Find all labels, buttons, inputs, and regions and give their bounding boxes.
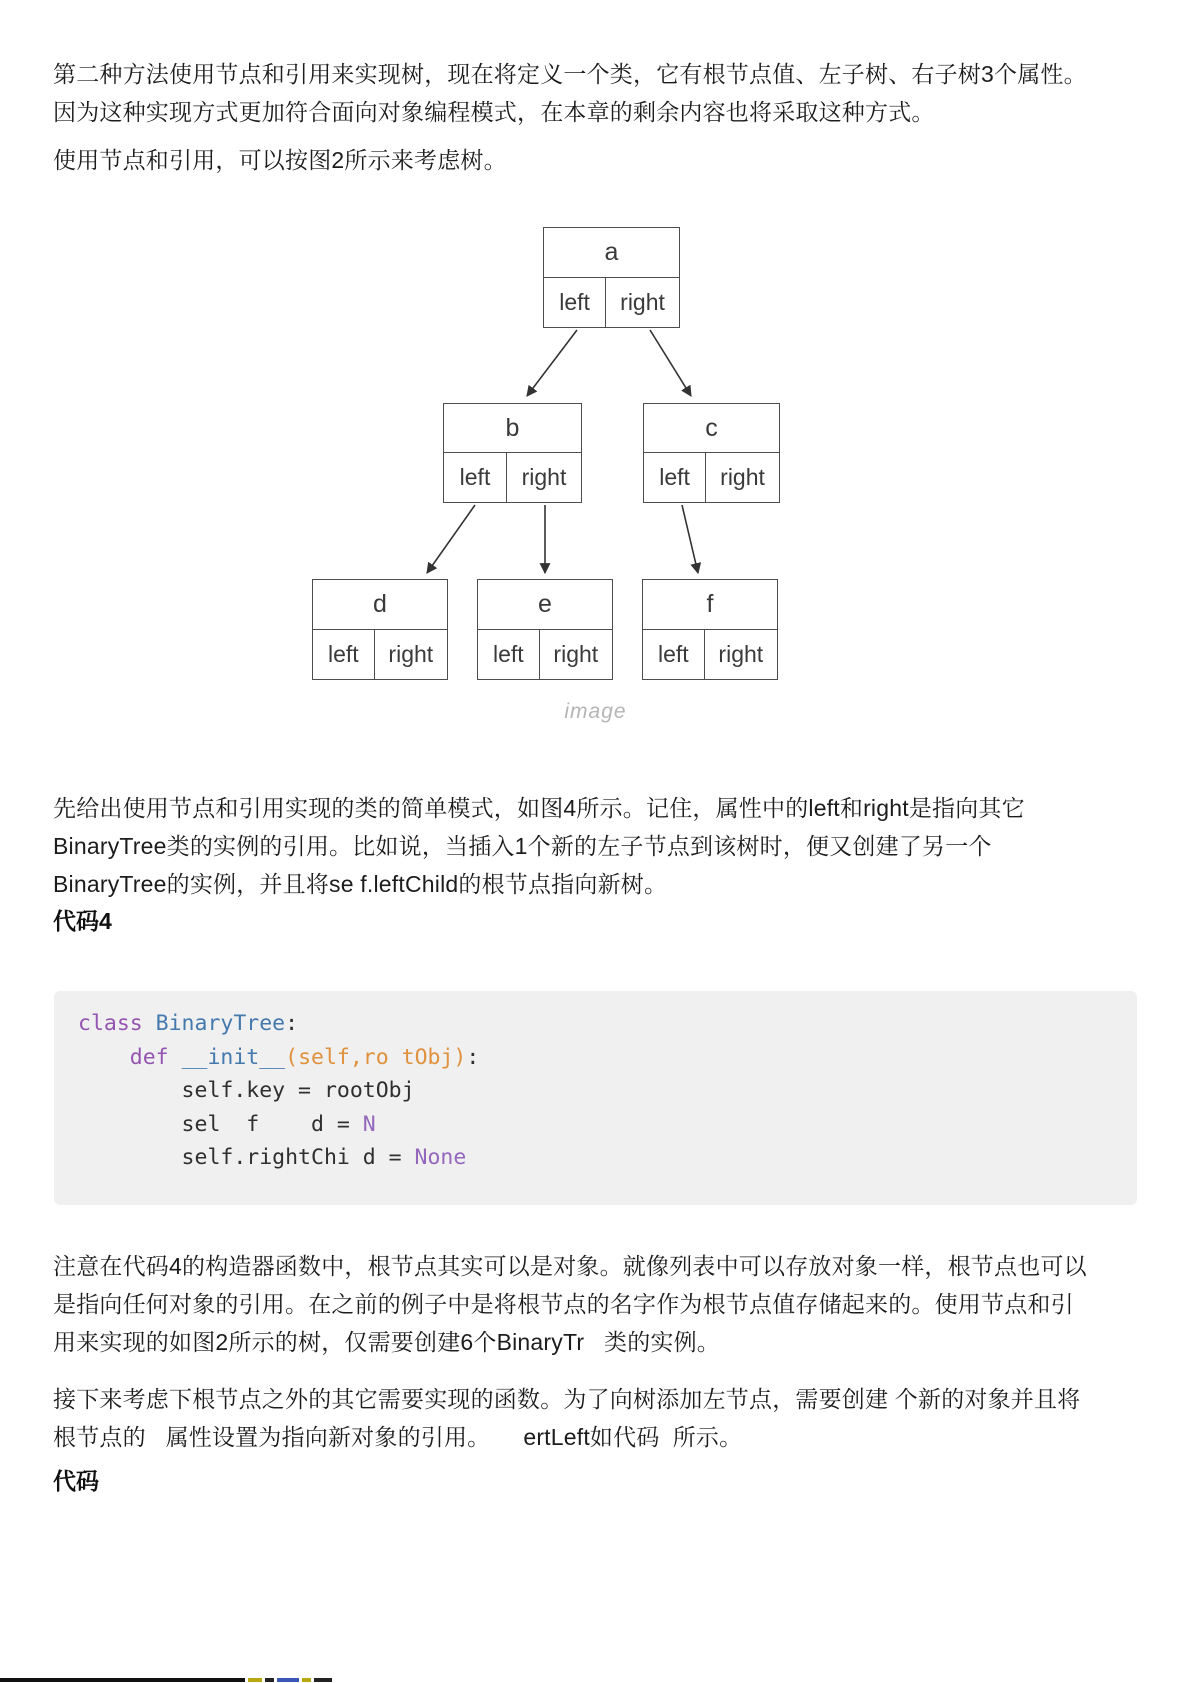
tree-node-label: f <box>643 580 777 630</box>
code-line: self.key = rootObj <box>78 1078 415 1104</box>
clipped-strip-bar <box>0 1678 245 1682</box>
tree-node-left-cell: left <box>313 630 375 680</box>
tree-node-right-cell: right <box>553 640 599 667</box>
code-line: class BinaryTree: <box>78 1011 299 1036</box>
tree-edge-a-left <box>527 330 577 396</box>
text-line: 用来实现的如图2所示的树，仅需要创建6个BinaryTr 类的实例。 <box>53 1329 721 1355</box>
tree-node-right-cell: right <box>720 464 765 490</box>
text-line: 先给出使用节点和引用实现的类的简单模式，如图4所示。记住，属性中的left和right是指向其它 <box>53 795 1025 821</box>
tree-node-left-cell: left <box>544 278 606 328</box>
text-line: 第二种方法使用节点和引用来实现树，现在将定义一个类，它有根节点值、左子树、右子树3个属性。 <box>53 61 1087 87</box>
tree-node-left-cell: left <box>644 453 706 502</box>
tree-node-f <box>642 579 778 680</box>
clipped-content-strip <box>0 1676 1191 1683</box>
clipped-strip-dash <box>248 1678 262 1682</box>
code-block <box>54 991 1137 1205</box>
tree-node-label: b <box>444 404 581 453</box>
heading-code: 代码 <box>53 1468 99 1494</box>
tree-node-b <box>443 403 582 503</box>
tree-node-left-cell: left <box>478 630 540 680</box>
text-line: BinaryTree的实例，并且将se f.leftChild的根节点指向新树。 <box>53 871 668 897</box>
text-line: 因为这种实现方式更加符合面向对象编程模式，在本章的剩余内容也将采取这种方式。 <box>53 99 935 125</box>
tree-node-left-cell: left <box>444 453 507 502</box>
tree-node-d <box>312 579 448 680</box>
paragraph-figure-intro <box>53 141 1138 179</box>
tree-node-c <box>643 403 780 503</box>
tree-node-left-cell: left <box>643 630 705 680</box>
tree-edge-b-left <box>427 505 475 573</box>
text-line: 是指向任何对象的引用。在之前的例子中是将根节点的名字作为根节点值存储起来的。使用节点和引 <box>53 1291 1074 1317</box>
tree-node-right-cell: right <box>718 640 764 667</box>
tree-node-label: a <box>544 228 679 278</box>
clipped-strip-dash <box>302 1678 311 1682</box>
tree-node-right-cell: right <box>521 464 567 490</box>
paragraph-insertleft <box>53 1380 1138 1456</box>
clipped-strip-dash <box>314 1678 332 1682</box>
paragraph-constructor-note <box>53 1247 1138 1361</box>
tree-node-label: e <box>478 580 612 630</box>
code-line: sel f d = N <box>78 1111 376 1137</box>
figure-caption: image <box>564 700 627 723</box>
clipped-strip-dash <box>277 1678 299 1682</box>
tree-node-a <box>543 227 680 328</box>
tree-node-label: c <box>644 404 779 453</box>
tree-edge-c-left <box>682 505 698 573</box>
code-line: def __init__(self,ro tObj): <box>129 1044 480 1070</box>
heading-code4: 代码4 <box>53 908 112 934</box>
paragraph-intro <box>53 55 1138 131</box>
tree-node-label: d <box>313 580 447 630</box>
text-line: 接下来考虑下根节点之外的其它需要实现的函数。为了向树添加左节点，需要创建 个新的对象并且将 <box>53 1386 1081 1412</box>
tree-node-right-cell: right <box>388 640 434 667</box>
tree-node-right-cell: right <box>620 288 665 315</box>
clipped-strip-dash <box>265 1678 274 1682</box>
text-line: 根节点的 属性设置为指向新对象的引用。 ertLeft如代码 所示。 <box>53 1424 743 1450</box>
paragraph-class-pattern <box>53 789 1138 903</box>
tree-node-e <box>477 579 613 680</box>
tree-edge-a-right <box>650 330 691 396</box>
code-line: self.rightChi d = None <box>78 1145 467 1171</box>
text-line: 注意在代码4的构造器函数中，根节点其实可以是对象。就像列表中可以存放对象一样，根节点也可以 <box>53 1253 1087 1279</box>
text-line: BinaryTree类的实例的引用。比如说，当插入1个新的左子节点到该树时，便又创建了另一个 <box>53 833 992 859</box>
text-line: 使用节点和引用，可以按图2所示来考虑树。 <box>53 147 507 173</box>
